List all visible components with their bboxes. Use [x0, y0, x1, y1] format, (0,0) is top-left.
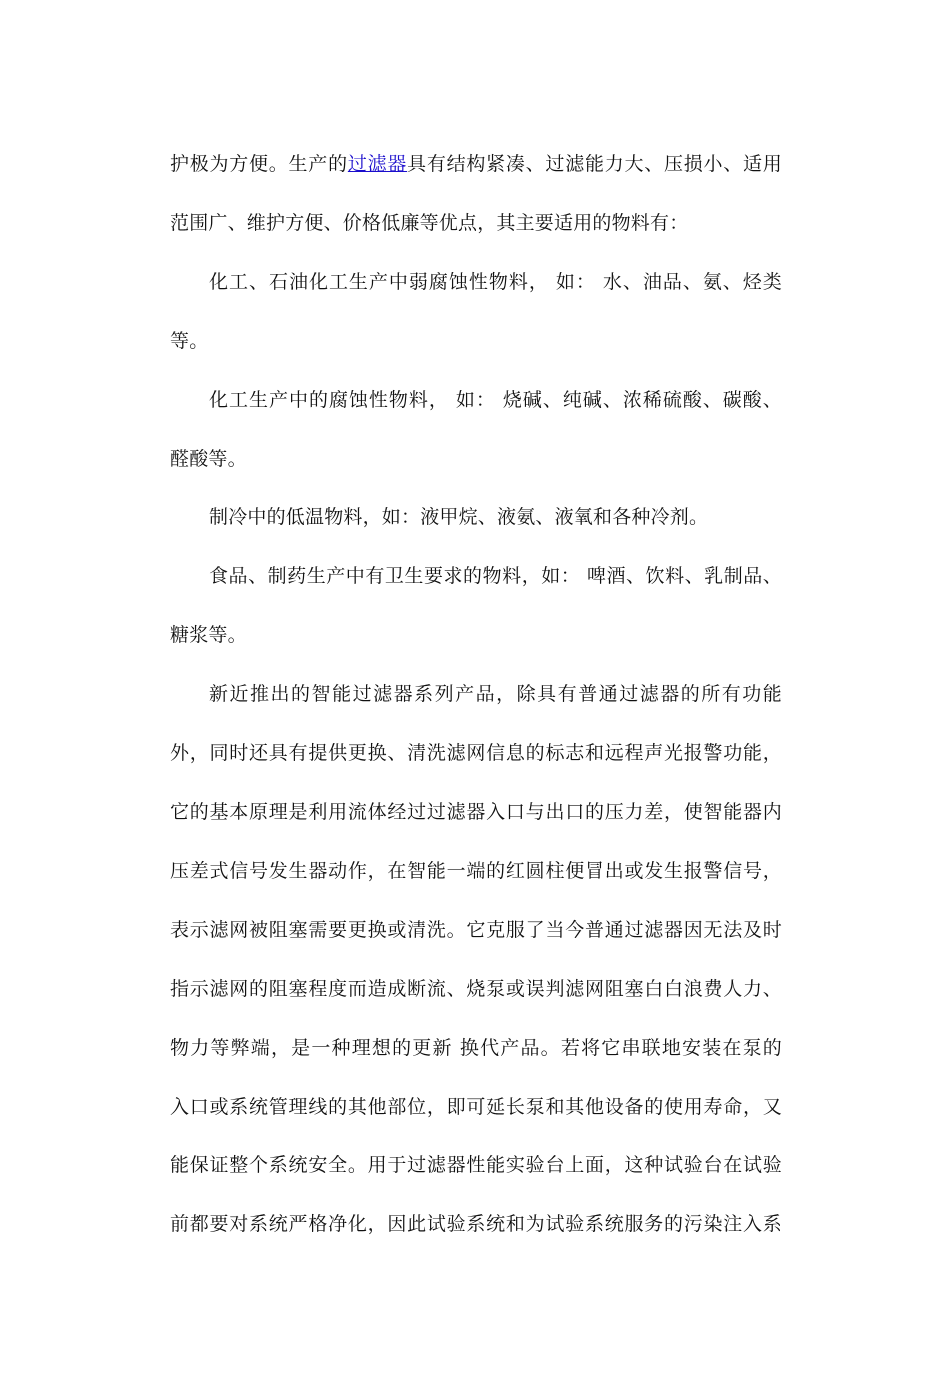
text-line-9: 糖浆等。 — [170, 624, 247, 646]
text-line-8: 食品、制药生产中有卫生要求的物料，如： 啤酒、饮料、乳制品、 — [209, 565, 782, 587]
text-line-3: 化工、石油化工生产中弱腐蚀性物料， 如： 水、油品、氨、烃类 — [209, 271, 782, 293]
text-line-2: 范围广、维护方便、价格低廉等优点，其主要适用的物料有： — [170, 212, 689, 234]
text-line-13: 压差式信号发生器动作，在智能一端的红圆柱便冒出或发生报警信号， — [170, 860, 782, 882]
text-line-14: 表示滤网被阻塞需要更换或清洗。它克服了当今普通过滤器因无法及时 — [170, 919, 782, 941]
text-line-1 — [170, 149, 782, 179]
text-line-16: 物力等弊端，是一种理想的更新 换代产品。若将它串联地安装在泵的 — [170, 1037, 782, 1059]
text-line-15: 指示滤网的阻塞程度而造成断流、烧泵或误判滤网阻塞白白浪费人力、 — [170, 978, 782, 1000]
text-span: 护极为方便。生产的 — [170, 153, 348, 175]
text-line-6: 醛酸等。 — [170, 448, 247, 470]
text-line-17: 入口或系统管理线的其他部位，即可延长泵和其他设备的使用寿命，又 — [170, 1096, 782, 1118]
text-line-19: 前都要对系统严格净化，因此试验系统和为试验系统服务的污染注入系 — [170, 1213, 782, 1235]
text-line-10: 新近推出的智能过滤器系列产品，除具有普通过滤器的所有功能 — [209, 683, 782, 705]
text-span: 具有结构紧凑、过滤能力大、压损小、适用 — [407, 153, 782, 175]
text-line-12: 它的基本原理是利用流体经过过滤器入口与出口的压力差，使智能器内 — [170, 801, 782, 823]
text-line-18: 能保证整个系统安全。用于过滤器性能实验台上面，这种试验台在试验 — [170, 1154, 782, 1176]
text-line-5: 化工生产中的腐蚀性物料， 如： 烧碱、纯碱、浓稀硫酸、碳酸、 — [209, 389, 782, 411]
text-line-11: 外，同时还具有提供更换、清洗滤网信息的标志和远程声光报警功能， — [170, 742, 782, 764]
filter-link[interactable]: 过滤器 — [347, 153, 408, 175]
text-line-7: 制冷中的低温物料，如：液甲烷、液氨、液氧和各种冷剂。 — [209, 506, 709, 528]
text-line-4: 等。 — [170, 330, 209, 352]
